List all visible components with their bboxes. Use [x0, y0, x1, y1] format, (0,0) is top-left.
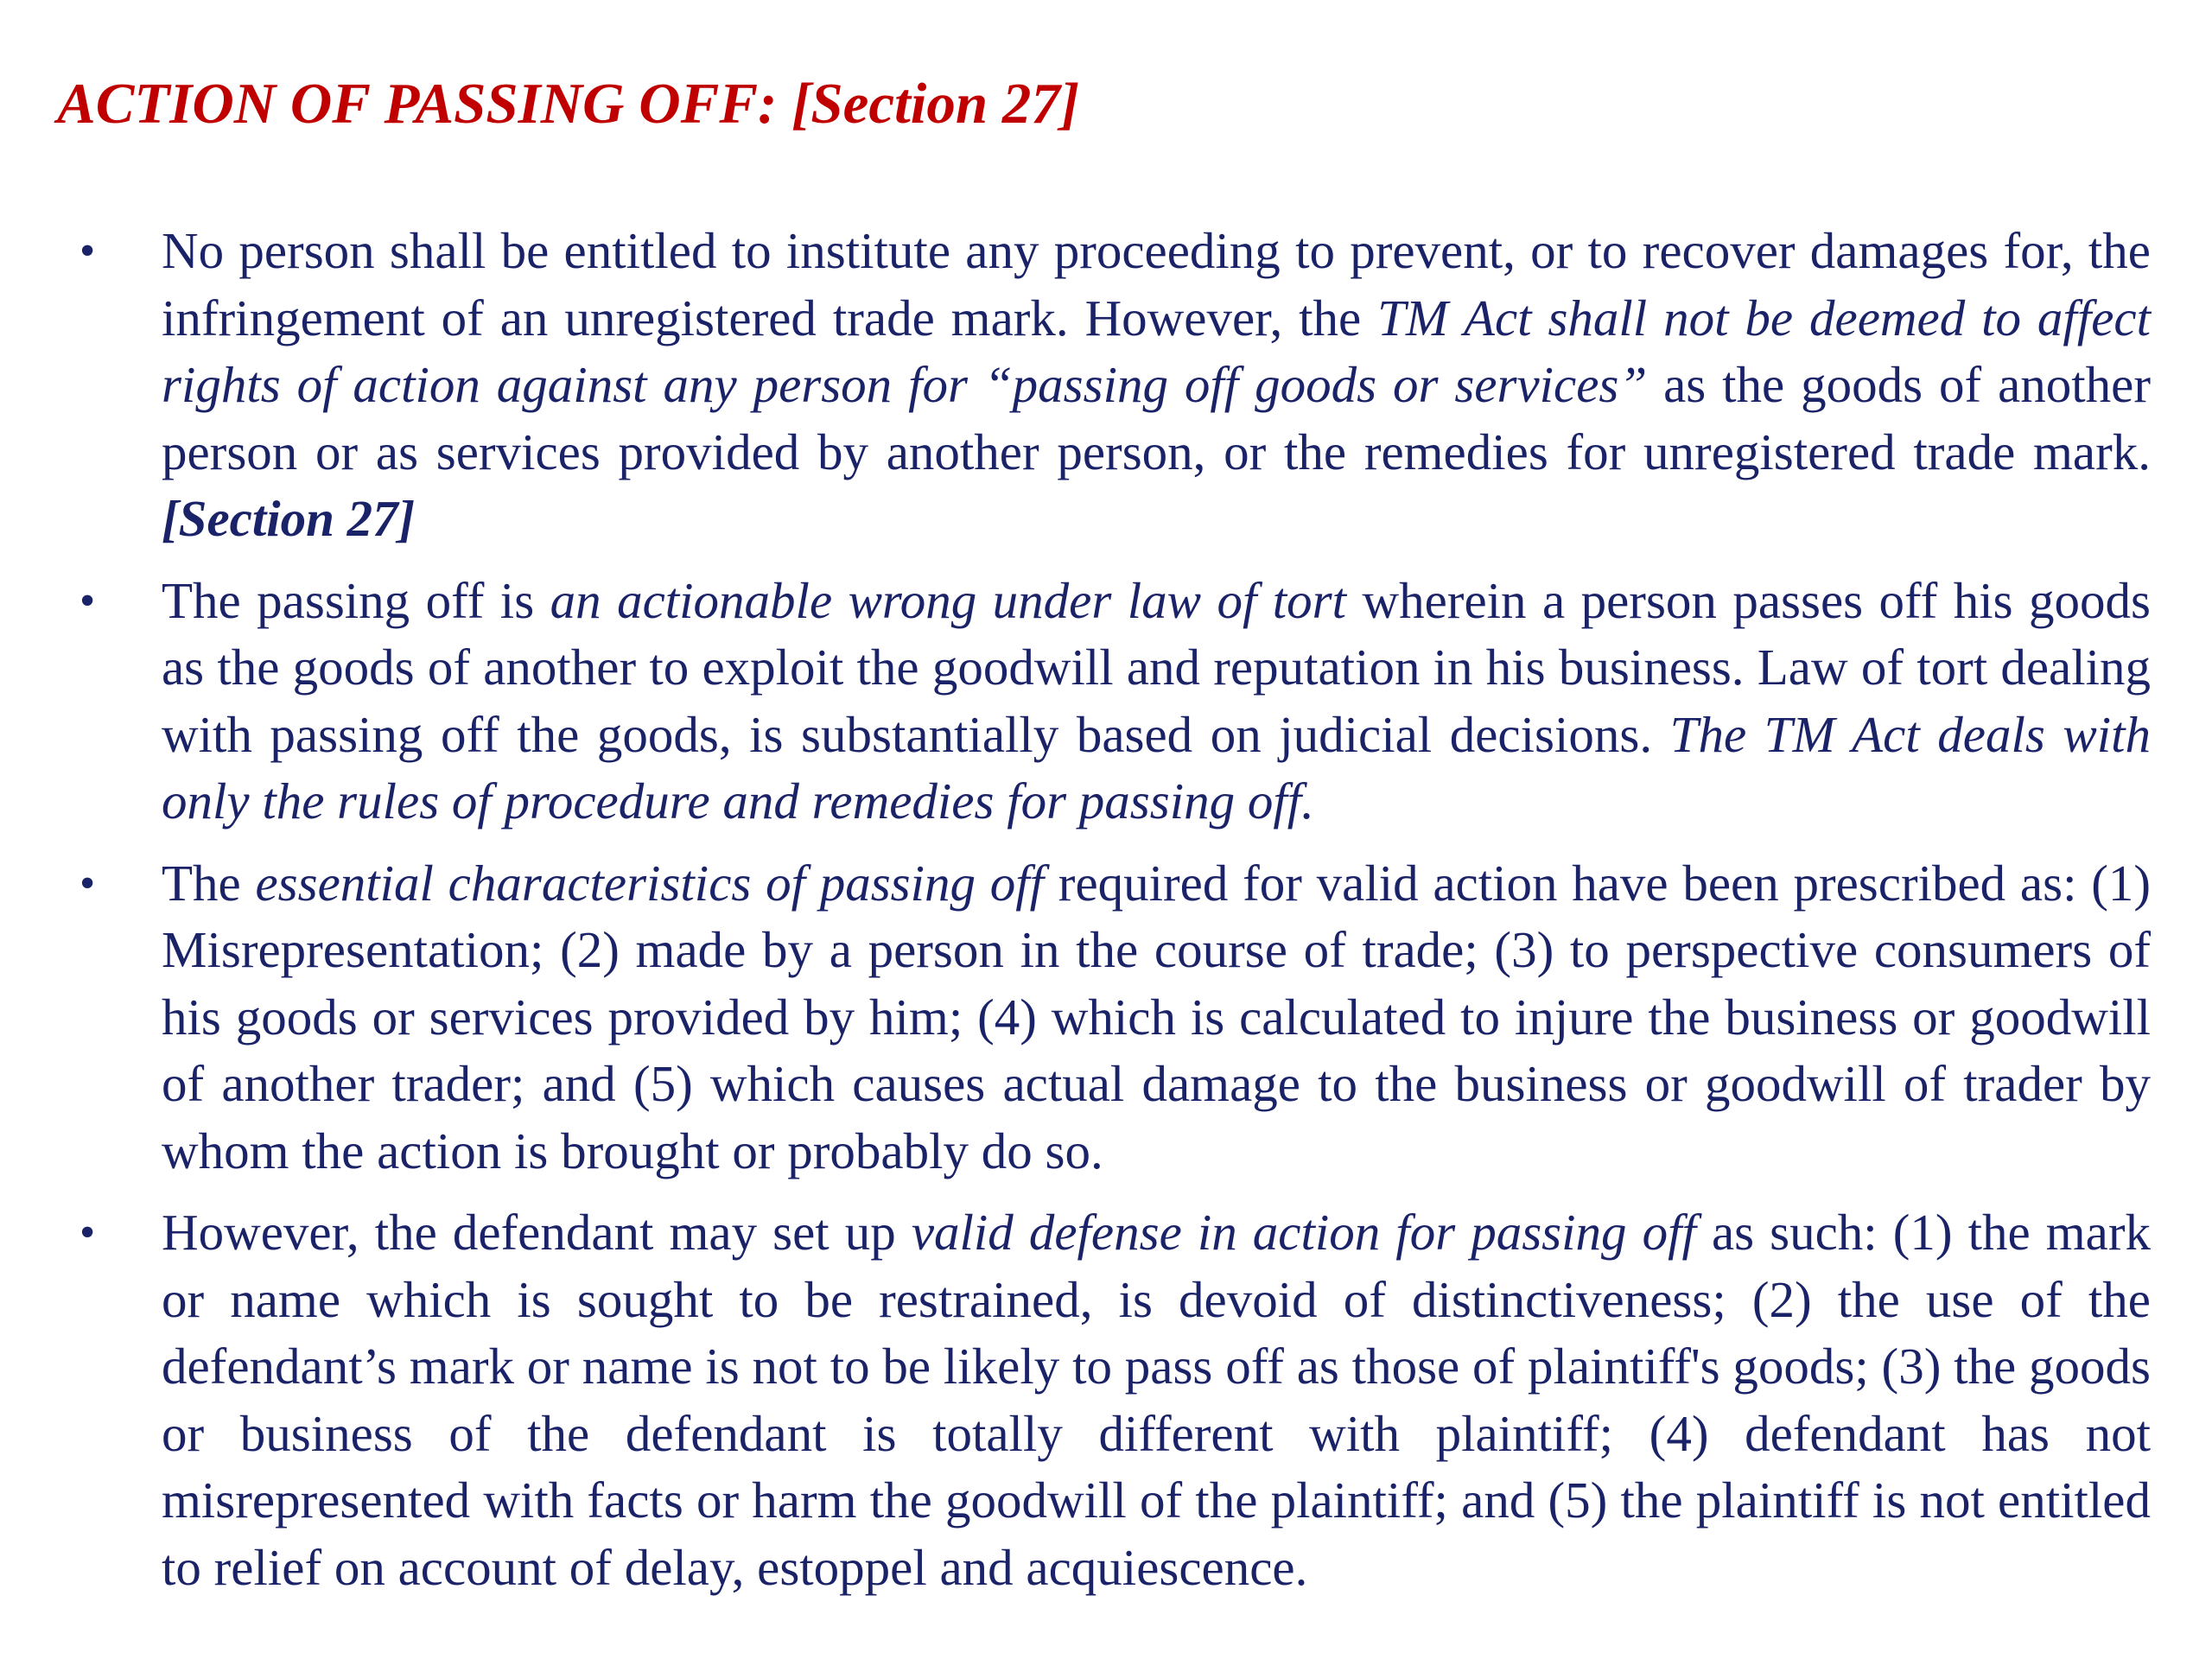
text-segment-italic: essential characteristics of passing off	[255, 854, 1045, 912]
text-segment-italic: TM Act shall not be deemed to affect rights of action against any person for “passing off goods or services”	[162, 289, 2151, 413]
text-segment: However, the defendant may set up	[162, 1204, 912, 1261]
bullet-item-2	[79, 568, 2152, 836]
bullet-text	[162, 218, 2151, 553]
bullet-text	[162, 568, 2151, 836]
bullet-item-3	[79, 850, 2151, 1185]
text-segment-italic: The TM Act deals with only the rules of procedure and remedies for passing off.	[162, 705, 2151, 830]
bullet-text	[162, 850, 2151, 1185]
text-segment: as the goods of another person or as services provided by another person, or the remedies for unregistered trade mark.	[162, 356, 2151, 480]
slide-title: ACTION OF PASSING OFF: [Section 27]	[57, 72, 1080, 136]
bullet-dot-icon: •	[79, 575, 96, 626]
bullet-text	[162, 1199, 2151, 1601]
text-segment: wherein a person passes off his goods as the goods of another to exploit the goodwill and reputation in his business. Law of tort dealing with passing off the goods, is substantially based on judicial decisions.	[162, 571, 2152, 763]
bullet-dot-icon: •	[79, 226, 96, 276]
text-segment: The	[162, 854, 256, 912]
text-segment-italic: valid defense in action for passing off	[911, 1204, 1696, 1261]
bullet-item-1	[79, 218, 2151, 553]
section-reference: [Section 27]	[162, 490, 416, 547]
bullet-item-4	[79, 1199, 2151, 1601]
text-segment: as such: (1) the mark or name which is sought to be restrained, is devoid of distinctiveness; (2) the use of the defendant’s mark or name is not to be likely to pass off as those of plaintiff's goods; (3) the goods or business of the defendant is totally different with plaintiff; (4) defendant has not misrepresented with facts or harm the goodwill of the plaintiff; and (5) the plaintiff is not entitled to relief on account of delay, estoppel and acquiescence.	[162, 1204, 2151, 1596]
text-segment: The passing off is	[162, 571, 550, 629]
bullet-list	[0, 218, 2212, 1616]
text-segment: No person shall be entitled to institute any proceeding to prevent, or to recover damages for, the infringement of an unregistered trade mark. However, the	[162, 222, 2151, 346]
text-segment: required for valid action have been prescribed as: (1) Misrepresentation; (2) made by a person in the course of trade; (3) to perspective consumers of his goods or services provided by him; (4) which is calculated to injure the business or goodwill of another trader; and (5) which causes actual damage to the business or goodwill of trader by whom the action is brought or probably do so.	[162, 854, 2151, 1179]
bullet-dot-icon: •	[79, 1208, 96, 1257]
bullet-dot-icon: •	[79, 858, 96, 908]
text-segment-italic: an actionable wrong under law of tort	[550, 571, 1347, 629]
